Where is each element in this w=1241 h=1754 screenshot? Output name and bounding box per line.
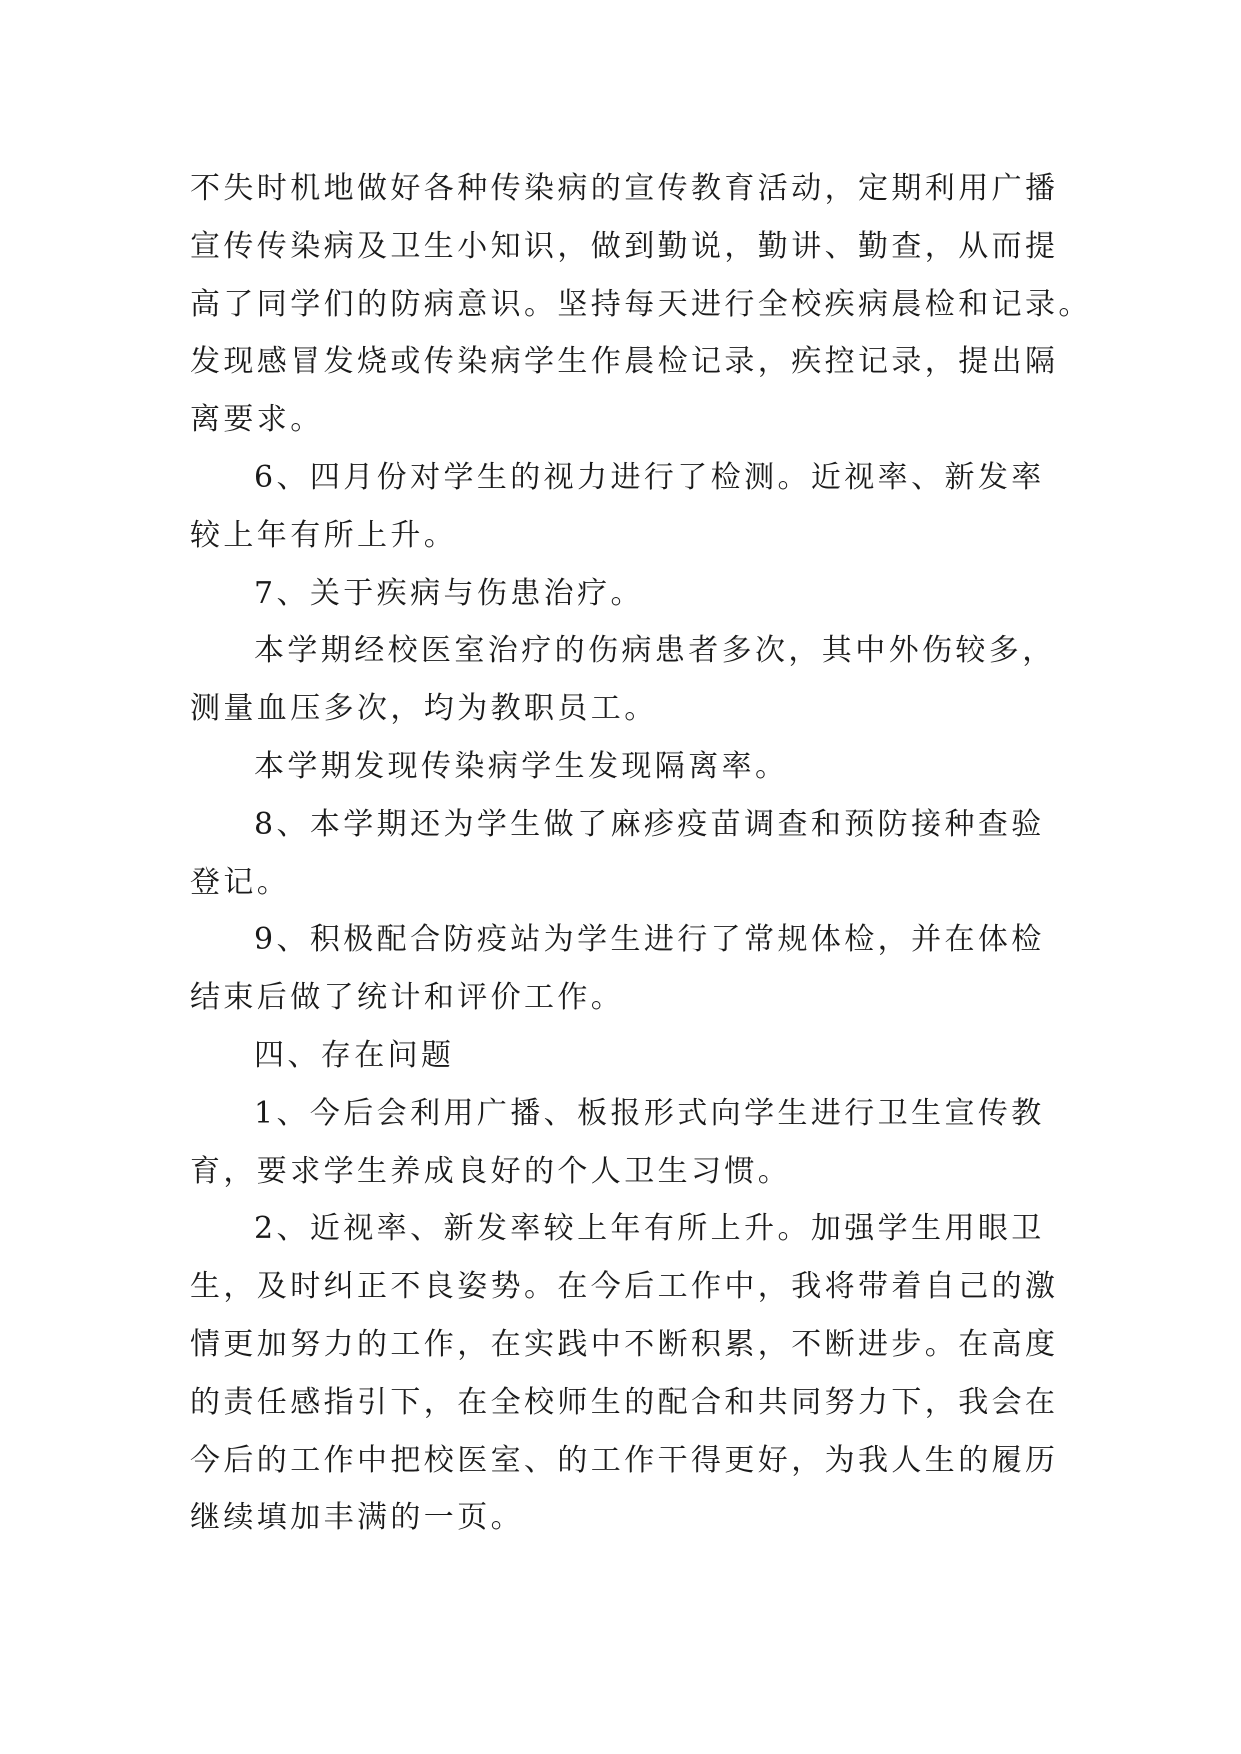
text-line: 情更加努力的工作，在实践中不断积累，不断进步。在高度: [190, 1326, 1059, 1362]
paragraph-item-6: 6、四月份对学生的视力进行了检测。近视率、新发率: [254, 459, 1045, 495]
paragraph-start: 本学期发现传染病学生发现隔离率。: [254, 748, 789, 784]
text-line: 继续填加丰满的一页。: [190, 1500, 524, 1536]
text-line: 宣传传染病及卫生小知识，做到勤说，勤讲、勤查，从而提: [190, 228, 1059, 264]
text-line: 今后的工作中把校医室、的工作干得更好，为我人生的履历: [190, 1442, 1059, 1478]
paragraph-item-1: 1、今后会利用广播、板报形式向学生进行卫生宣传教: [254, 1095, 1045, 1131]
text-line: 的责任感指引下，在全校师生的配合和共同努力下，我会在: [190, 1384, 1059, 1420]
body-text: [190, 160, 1090, 1547]
text-line: 离要求。: [190, 402, 324, 438]
text-line: 高了同学们的防病意识。坚持每天进行全校疾病晨检和记录。: [190, 286, 1092, 322]
text-line: 结束后做了统计和评价工作。: [190, 980, 625, 1016]
text-line: 发现感冒发烧或传染病学生作晨检记录，疾控记录，提出隔: [190, 344, 1059, 380]
paragraph-item-2: 2、近视率、新发率较上年有所上升。加强学生用眼卫: [254, 1211, 1045, 1247]
paragraph-start: 本学期经校医室治疗的伤病患者多次，其中外伤较多，: [254, 633, 1056, 669]
text-line: 育，要求学生养成良好的个人卫生习惯。: [190, 1153, 792, 1189]
text-line: 登记。: [190, 864, 291, 900]
section-heading: 四、存在问题: [254, 1037, 455, 1073]
text-line: 较上年有所上升。: [190, 517, 458, 553]
paragraph-item-7: 7、关于疾病与伤患治疗。: [254, 575, 644, 611]
text-line: 生，及时纠正不良姿势。在今后工作中，我将带着自己的激: [190, 1269, 1059, 1305]
text-line: 测量血压多次，均为教职员工。: [190, 691, 658, 727]
text-line: 不失时机地做好各种传染病的宣传教育活动，定期利用广播: [190, 171, 1059, 206]
paragraph-item-9: 9、积极配合防疫站为学生进行了常规体检，并在体检: [254, 922, 1045, 958]
paragraph-item-8: 8、本学期还为学生做了麻疹疫苗调查和预防接种查验: [254, 806, 1045, 842]
